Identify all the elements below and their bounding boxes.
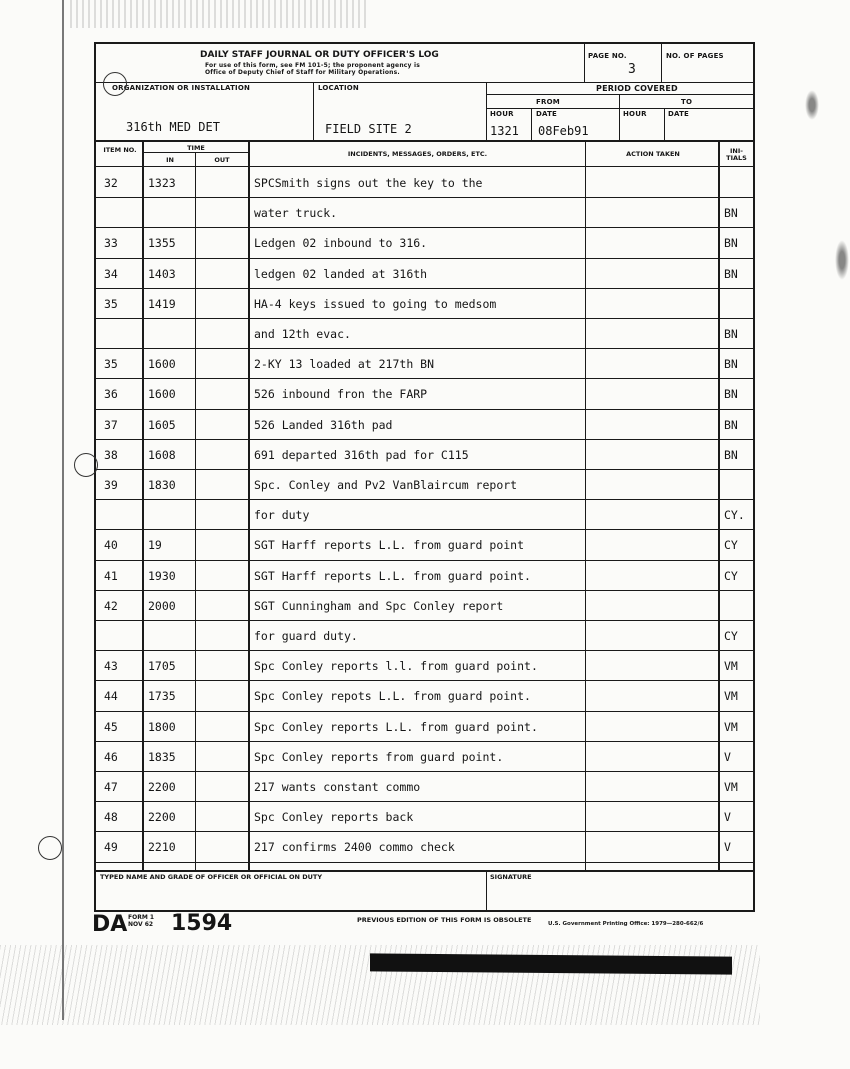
org-value: 316th MED DET: [126, 120, 220, 134]
period-covered-label: PERIOD COVERED: [596, 84, 678, 93]
org-label: ORGANIZATION OR INSTALLATION: [112, 84, 251, 92]
row-item-no: 39: [104, 478, 118, 492]
row-entry: ledgen 02 landed at 316th: [254, 266, 428, 281]
row-entry: Spc. Conley and Pv2 VanBlaircum report: [254, 478, 518, 492]
row-entry: for guard duty.: [254, 629, 358, 643]
row-item-no: 38: [104, 447, 118, 462]
row-entry: Spc Conley reports from guard point.: [254, 749, 504, 764]
row-initials: CY: [724, 629, 738, 643]
row-initials: CY: [724, 538, 738, 553]
row-initials: BN: [724, 417, 738, 432]
row-entry: SGT Harff reports L.L. from guard point.: [254, 568, 531, 583]
row-divider: [96, 741, 753, 742]
row-entry: water truck.: [254, 206, 338, 221]
row-item-no: 43: [104, 659, 118, 674]
row-initials: VM: [724, 719, 738, 734]
row-item-no: 35: [104, 357, 118, 372]
scan-black-bar: [370, 953, 732, 974]
row-time-in: 2200: [148, 810, 176, 825]
row-initials: CY.: [724, 508, 745, 523]
row-initials: V: [724, 749, 731, 764]
from-date-value: 08Feb91: [538, 124, 589, 138]
row-item-no: 44: [104, 689, 118, 704]
row-time-in: 1403: [148, 266, 176, 281]
col-in-header: IN: [166, 156, 174, 164]
row-item-no: 49: [104, 840, 118, 855]
form-subtitle-1: For use of this form, see FM 101-5; the proponent agency is: [205, 62, 420, 69]
row-time-in: 1355: [148, 236, 176, 251]
row-time-in: 2200: [148, 780, 176, 794]
previous-edition-note: PREVIOUS EDITION OF THIS FORM IS OBSOLETE: [357, 916, 532, 924]
binder-hole: [74, 453, 98, 477]
row-entry: SGT Harff reports L.L. from guard point: [254, 538, 525, 553]
row-time-in: 1835: [148, 749, 176, 764]
row-divider: [96, 862, 753, 863]
row-item-no: 47: [104, 780, 118, 794]
row-entry: 526 inbound fron the FARP: [254, 387, 428, 402]
no-of-pages-label: NO. OF PAGES: [666, 52, 724, 60]
row-item-no: 42: [104, 598, 118, 613]
row-entry: 691 departed 316th pad for C115: [254, 447, 469, 462]
row-item-no: 34: [104, 266, 118, 281]
row-time-in: 1705: [148, 659, 176, 674]
row-entry: Spc Conley reports l.l. from guard point.: [254, 659, 538, 674]
row-divider: [96, 348, 753, 349]
row-divider: [96, 197, 753, 198]
row-divider: [96, 227, 753, 228]
row-divider: [96, 469, 753, 470]
row-initials: BN: [724, 327, 738, 341]
row-entry: Spc Conley repots L.L. from guard point.: [254, 689, 531, 704]
row-divider: [96, 680, 753, 681]
row-item-no: 41: [104, 568, 118, 583]
row-time-in: 1605: [148, 417, 176, 432]
row-entry: 217 wants constant commo: [254, 780, 421, 794]
scan-noise-top: [70, 0, 370, 28]
binder-hole: [103, 72, 127, 96]
row-item-no: 37: [104, 417, 118, 432]
to-label: TO: [681, 98, 693, 106]
col-initials-header: INI- TIALS: [726, 147, 747, 162]
row-divider: [96, 711, 753, 712]
row-entry: 2-KY 13 loaded at 217th BN: [254, 357, 435, 372]
page-left-edge: [62, 0, 64, 1020]
row-divider: [96, 288, 753, 289]
page-no-value: 3: [628, 62, 636, 77]
row-entry: SGT Cunningham and Spc Conley report: [254, 598, 504, 613]
row-time-in: 1419: [148, 296, 176, 311]
scan-speck: [805, 90, 819, 120]
from-hour-value: 1321: [490, 124, 519, 138]
row-time-in: 1323: [148, 176, 176, 190]
signature-label: SIGNATURE: [490, 873, 532, 881]
form-title: DAILY STAFF JOURNAL OR DUTY OFFICER'S LOG: [200, 50, 439, 60]
row-divider: [96, 439, 753, 440]
row-divider: [96, 560, 753, 561]
row-entry: SPCSmith signs out the key to the: [254, 176, 483, 190]
row-time-in: 19: [148, 538, 162, 553]
gpo-imprint: U.S. Government Printing Office: 1979—280-662/6: [548, 921, 704, 927]
row-initials: V: [724, 840, 731, 855]
row-entry: 526 Landed 316th pad: [254, 417, 393, 432]
row-entry: 217 confirms 2400 commo check: [254, 840, 455, 855]
row-item-no: 45: [104, 719, 118, 734]
row-entry: HA-4 keys issued to going to medsom: [254, 296, 497, 311]
form-id-prefix: DA: [92, 912, 128, 937]
row-time-in: 1608: [148, 447, 176, 462]
row-initials: VM: [724, 780, 738, 794]
row-entry: for duty: [254, 508, 310, 523]
row-initials: BN: [724, 206, 738, 221]
row-initials: V: [724, 810, 731, 825]
from-hour-label: HOUR: [490, 110, 514, 118]
row-item-no: 40: [104, 538, 118, 553]
row-item-no: 32: [104, 176, 118, 190]
row-divider: [96, 590, 753, 591]
row-divider: [96, 801, 753, 802]
row-divider: [96, 771, 753, 772]
from-label: FROM: [536, 98, 560, 106]
row-time-in: 2000: [148, 598, 176, 613]
row-initials: BN: [724, 236, 738, 251]
row-entry: Spc Conley reports back: [254, 810, 414, 825]
row-divider: [96, 409, 753, 410]
row-divider: [96, 650, 753, 651]
col-incidents-header: INCIDENTS, MESSAGES, ORDERS, ETC.: [347, 150, 488, 158]
row-time-in: 1600: [148, 357, 176, 372]
row-initials: CY: [724, 568, 738, 583]
row-divider: [96, 258, 753, 259]
officer-name-label: TYPED NAME AND GRADE OF OFFICER OR OFFICIAL ON DUTY: [100, 873, 323, 881]
row-entry: Spc Conley reports L.L. from guard point.: [254, 719, 538, 734]
col-time-header: TIME: [187, 144, 205, 152]
form-id-small: FORM 1 NOV 62: [128, 914, 155, 928]
row-initials: VM: [724, 689, 738, 704]
row-divider: [96, 529, 753, 530]
col-item-header: ITEM NO.: [103, 146, 137, 154]
location-label: LOCATION: [318, 84, 359, 92]
row-initials: BN: [724, 387, 738, 402]
row-divider: [96, 499, 753, 500]
row-entry: Ledgen 02 inbound to 316.: [254, 236, 428, 251]
form-subtitle-2: Office of Deputy Chief of Staff for Military Operations.: [205, 69, 400, 76]
row-initials: BN: [724, 266, 738, 281]
row-divider: [96, 831, 753, 832]
location-value: FIELD SITE 2: [325, 122, 412, 136]
row-time-in: 1930: [148, 568, 176, 583]
row-item-no: 33: [104, 236, 118, 251]
row-item-no: 35: [104, 296, 118, 311]
page-no-label: PAGE NO.: [588, 52, 627, 60]
row-divider: [96, 620, 753, 621]
col-out-header: OUT: [214, 156, 230, 164]
col-action-header: ACTION TAKEN: [626, 150, 680, 158]
row-time-in: 1735: [148, 689, 176, 704]
row-time-in: 1600: [148, 387, 176, 402]
row-time-in: 1800: [148, 719, 176, 734]
row-initials: BN: [724, 357, 738, 372]
row-item-no: 46: [104, 749, 118, 764]
form-id-number: 1594: [171, 911, 233, 936]
to-hour-label: HOUR: [623, 110, 647, 118]
row-initials: VM: [724, 659, 738, 674]
row-entry: and 12th evac.: [254, 327, 351, 341]
row-item-no: 36: [104, 387, 118, 402]
row-divider: [96, 318, 753, 319]
row-initials: BN: [724, 447, 738, 462]
binder-hole: [38, 836, 62, 860]
to-date-label: DATE: [668, 110, 690, 118]
row-time-in: 2210: [148, 840, 176, 855]
scan-speck: [835, 240, 849, 280]
row-item-no: 48: [104, 810, 118, 825]
row-divider: [96, 378, 753, 379]
journal-form: [94, 42, 755, 912]
row-time-in: 1830: [148, 478, 176, 492]
from-date-label: DATE: [536, 110, 558, 118]
